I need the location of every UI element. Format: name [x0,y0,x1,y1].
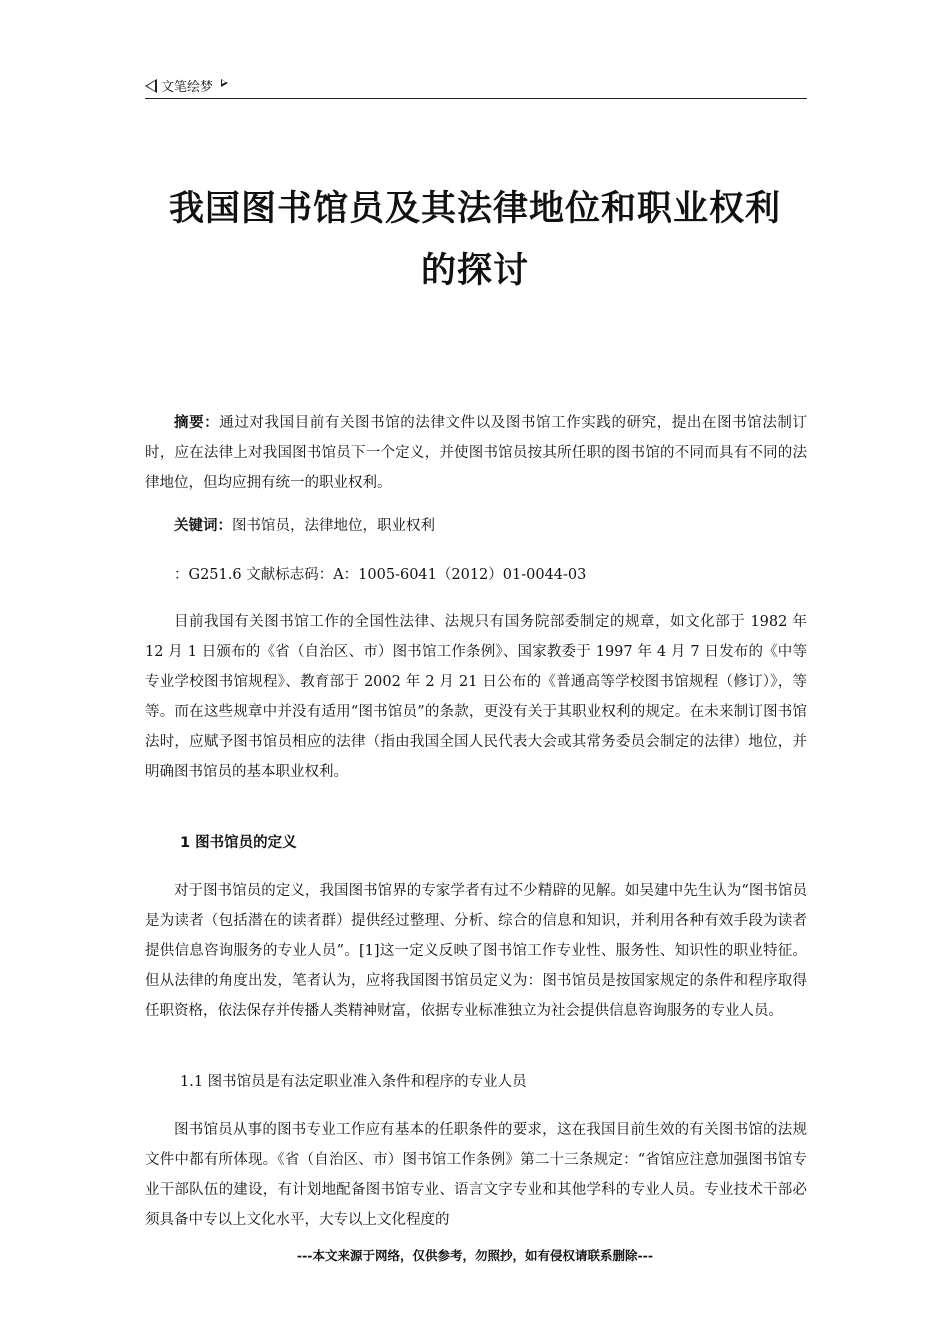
document-title [120,178,830,302]
triangle-left-icon [145,79,157,93]
keywords-text: 图书馆员，法律地位，职业权利 [232,518,435,534]
page-header [145,74,807,99]
section-1-1-heading: 1.1 图书馆员是有法定职业准入条件和程序的专业人员 [180,1074,527,1090]
abstract-label: 摘要： [174,415,220,431]
keywords-label: 关键词： [174,518,232,534]
keywords-paragraph [145,511,807,541]
triangle-right-icon [221,79,228,87]
title-line-1: 我国图书馆员及其法律地位和职业权利 [168,189,781,229]
abstract-text: 通过对我国目前有关图书馆的法律文件以及图书馆工作实践的研究，提出在图书馆法制订时，应在法律上对我国图书馆员下一个定义，并使图书馆员按其所任职的图书馆的不同而具有不同的法律地位，但均应拥有统一的职业权利。 [145,415,808,491]
page-footer: ---本文来源于网络，仅供参考，勿照抄，如有侵权请联系删除--- [296,1248,654,1263]
section-1-paragraph: 对于图书馆员的定义，我国图书馆界的专家学者有过不少精辟的见解。如吴建中先生认为“图书馆员是为读者（包括潜在的读者群）提供经过整理、分析、综合的信息和知识，并利用各种有效手段为读者提供信息咨询服务的专业人员”。[1]这一定义反映了图书馆工作专业性、服务性、知识性的职业特征。但从法律的角度出发，笔者认为，应将我国图书馆员定义为：图书馆员是按国家规定的条件和程序取得任职资格，依法保存并传播人类精神财富，依据专业标准独立为社会提供信息咨询服务的专业人员。 [145,883,807,1019]
abstract-paragraph [145,408,807,498]
intro-paragraph: 目前我国有关图书馆工作的全国性法律、法规只有国务院部委制定的规章，如文化部于 1982 年 12 月 1 日颁布的《省（自治区、市）图书馆工作条例》、国家教委于 1997 年 4 月 7 日发布的《中等专业学校图书馆规程》、教育部于 2002 年 2 月 21 日公布的《普通高等学校图书馆规程（修订）》，等等。而在这些规章中并没有适用“图书馆员”的条款，更没有关于其职业权利的规定。在未来制订图书馆法时，应赋予图书馆员相应的法律（指由我国全国人民代表大会或其常务委员会制定的法律）地位，并明确图书馆员的基本职业权利。 [145,614,807,780]
classification-line: ：G251.6 文献标志码：A：1005-6041（2012）01-0044-03 [174,567,587,583]
title-line-2: 的探讨 [420,251,529,291]
header-text: 文笔绘梦 [161,80,214,95]
header-brand [145,76,228,95]
section-1-1-paragraph: 图书馆员从事的图书专业工作应有基本的任职条件的要求，这在我国目前生效的有关图书馆的法规文件中都有所体现。《省（自治区、市）图书馆工作条例》第二十三条规定：“省馆应注意加强图书馆专业干部队伍的建设，有计划地配备图书馆专业、语言文字专业和其他学科的专业人员。专业技术干部必须具备中专以上文化水平，大专以上文化程度的 [145,1122,807,1228]
section-1-heading: 1 图书馆员的定义 [180,835,297,851]
